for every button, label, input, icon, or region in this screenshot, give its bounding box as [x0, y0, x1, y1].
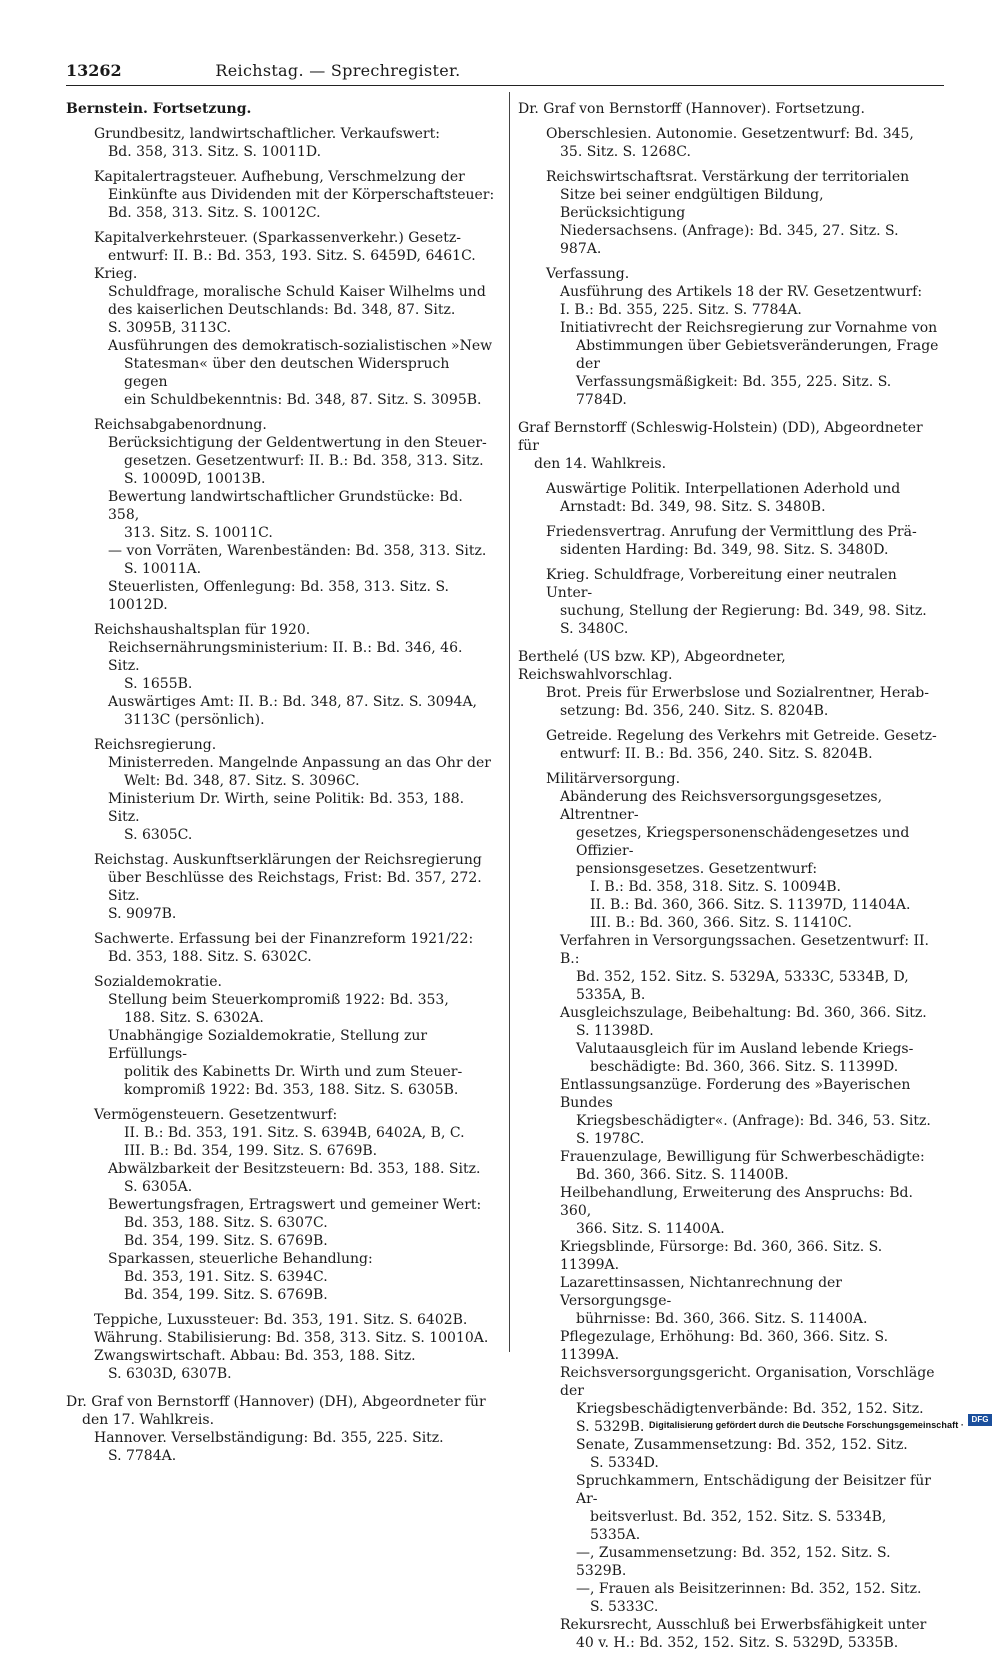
index-entry: [66, 851, 496, 923]
index-line: I. B.: Bd. 358, 318. Sitz. S. 10094B.: [590, 879, 841, 895]
index-line: Abwälzbarkeit der Besitzsteuern: Bd. 353, 188. Sitz.: [108, 1161, 481, 1177]
index-entry: [66, 416, 496, 614]
page-number: 13262: [66, 61, 122, 80]
index-line: —, Zusammensetzung: Bd. 352, 152. Sitz. S. 5329B.: [576, 1545, 896, 1579]
index-line: Bd. 358, 313. Sitz. S. 10012C.: [108, 205, 321, 221]
index-line: Oberschlesien. Autonomie. Gesetzentwurf: Bd. 345,: [546, 126, 914, 142]
index-line: pensionsgesetzes. Gesetzentwurf:: [576, 861, 818, 877]
index-line: entwurf: II. B.: Bd. 353, 193. Sitz. S. 6459D, 6461C.: [108, 248, 476, 264]
index-line: setzung: Bd. 356, 240. Sitz. S. 8204B.: [560, 703, 829, 719]
index-line: Auswärtiges Amt: II. B.: Bd. 348, 87. Sitz. S. 3094A,: [108, 694, 478, 710]
index-line: S. 6305C.: [124, 827, 193, 843]
index-entry: [66, 229, 496, 409]
index-line: I. B.: Bd. 355, 225. Sitz. S. 7784A.: [560, 302, 802, 318]
index-line: bührnisse: Bd. 360, 366. Sitz. S. 11400A.: [576, 1311, 868, 1327]
index-line: Grundbesitz, landwirtschaftlicher. Verkaufswert:: [94, 126, 440, 142]
index-line: Auswärtige Politik. Interpellationen Aderhold und: [546, 481, 901, 497]
index-entry: [66, 973, 496, 1099]
index-entry: [66, 1311, 496, 1383]
index-line: S. 7784A.: [108, 1448, 177, 1464]
index-entry: [518, 125, 944, 161]
index-line: Reichsregierung.: [94, 737, 217, 753]
index-line: ein Schuldbekenntnis: Bd. 348, 87. Sitz. S. 3095B.: [124, 392, 482, 408]
index-line: Bd. 352, 152. Sitz. S. 5329A, 5333C, 5334B, D,: [576, 969, 909, 985]
index-entry: [66, 1393, 496, 1465]
index-line: 188. Sitz. S. 6302A.: [124, 1010, 264, 1026]
index-line: Spruchkammern, Entschädigung der Beisitzer für Ar-: [576, 1473, 936, 1507]
index-line: Hannover. Verselbständigung: Bd. 355, 225. Sitz.: [94, 1430, 444, 1446]
left-column: [66, 100, 496, 1472]
index-line: Einkünfte aus Dividenden mit der Körperschaftsteuer:: [108, 187, 495, 203]
index-line: Reichsabgabenordnung.: [94, 417, 267, 433]
index-line: sidenten Harding: Bd. 349, 98. Sitz. S. 3480D.: [560, 542, 889, 558]
index-line: S. 6305A.: [124, 1179, 193, 1195]
index-line: Berücksichtigung der Geldentwertung in den Steuer-: [108, 435, 487, 451]
index-line: Rekursrecht, Ausschluß bei Erwerbsfähigkeit unter: [560, 1617, 927, 1633]
index-entry: [66, 736, 496, 844]
index-entry: [66, 930, 496, 966]
index-entry: [66, 621, 496, 729]
index-line: Kapitalertragsteuer. Aufhebung, Verschmelzung der: [94, 169, 465, 185]
index-line: Abstimmungen über Gebietsveränderungen, Frage der: [576, 338, 943, 372]
index-line: Bd. 353, 188. Sitz. S. 6307C.: [124, 1215, 328, 1231]
index-line: Verfahren in Versorgungssachen. Gesetzentwurf: II. B.:: [560, 933, 934, 967]
index-line: Kriegsbeschädigtenverbände: Bd. 352, 152. Sitz.: [576, 1401, 924, 1417]
index-line: Heilbehandlung, Erweiterung des Anspruchs: Bd. 360,: [560, 1185, 918, 1219]
index-line: Ausgleichszulage, Beibehaltung: Bd. 360, 366. Sitz.: [560, 1005, 927, 1021]
index-line: politik des Kabinetts Dr. Wirth und zum Steuer-: [124, 1064, 463, 1080]
index-line: den 17. Wahlkreis.: [82, 1412, 215, 1428]
index-line: Schuldfrage, moralische Schuld Kaiser Wilhelms und: [108, 284, 486, 300]
index-line: Frauenzulage, Bewilligung für Schwerbeschädigte:: [560, 1149, 925, 1165]
index-line: S. 9097B.: [108, 906, 177, 922]
index-line: Niedersachsens. (Anfrage): Bd. 345, 27. Sitz. S. 987A.: [560, 223, 904, 257]
index-line: Initiativrecht der Reichsregierung zur Vornahme von: [560, 320, 938, 336]
index-line: über Beschlüsse des Reichstags, Frist: Bd. 357, 272. Sitz.: [108, 870, 487, 904]
index-line: Zwangswirtschaft. Abbau: Bd. 353, 188. Sitz.: [94, 1348, 416, 1364]
index-line: Bd. 354, 199. Sitz. S. 6769B.: [124, 1233, 328, 1249]
index-line: S. 6303D, 6307B.: [108, 1366, 232, 1382]
index-line: Sitze bei seiner endgültigen Bildung, Berücksichtigung: [560, 187, 829, 221]
index-line: Bd. 353, 188. Sitz. S. 6302C.: [108, 949, 312, 965]
index-entry: [518, 523, 944, 559]
page-header: [66, 62, 610, 84]
index-line: Kapitalverkehrsteuer. (Sparkassenverkehr.) Gesetz-: [94, 230, 461, 246]
index-line: Dr. Graf von Bernstorff (Hannover) (DH), Abgeordneter für: [66, 1394, 486, 1410]
index-line: II. B.: Bd. 353, 191. Sitz. S. 6394B, 6402A, B, C.: [124, 1125, 465, 1141]
index-line: II. B.: Bd. 360, 366. Sitz. S. 11397D, 11404A.: [590, 897, 911, 913]
index-line: gesetzes, Kriegspersonenschädengesetzes und Offizier-: [576, 825, 914, 859]
index-line: Kriegsblinde, Fürsorge: Bd. 360, 366. Sitz. S. 11399A.: [560, 1239, 887, 1273]
index-line: III. B.: Bd. 354, 199. Sitz. S. 6769B.: [124, 1143, 378, 1159]
index-entry: [518, 100, 944, 118]
index-line: Vermögensteuern. Gesetzentwurf:: [94, 1107, 338, 1123]
index-line: Kriegsbeschädigter«. (Anfrage): Bd. 346, 53. Sitz.: [576, 1113, 931, 1129]
index-line: 5335A, B.: [576, 987, 646, 1003]
index-line: Berthelé (US bzw. KP), Abgeordneter, Reichswahlvorschlag.: [518, 649, 791, 683]
index-line: Bewertungsfragen, Ertragswert und gemeiner Wert:: [108, 1197, 482, 1213]
index-line: Bernstein. Fortsetzung.: [66, 101, 252, 117]
index-line: 313. Sitz. S. 10011C.: [124, 525, 273, 541]
index-line: Welt: Bd. 348, 87. Sitz. S. 3096C.: [124, 773, 360, 789]
index-line: Währung. Stabilisierung: Bd. 358, 313. Sitz. S. 10010A.: [94, 1330, 489, 1346]
index-line: Krieg.: [94, 266, 138, 282]
index-line: beitsverlust. Bd. 352, 152. Sitz. S. 5334B,: [590, 1509, 887, 1525]
dfg-logo: DFG: [968, 1414, 992, 1426]
index-line: Bd. 360, 366. Sitz. S. 11400B.: [576, 1167, 789, 1183]
index-line: Stellung beim Steuerkompromiß 1922: Bd. 353,: [108, 992, 449, 1008]
index-line: 40 v. H.: Bd. 352, 152. Sitz. S. 5329D, 5335B.: [576, 1635, 899, 1651]
index-line: S. 3480C.: [560, 621, 629, 637]
index-line: Entlassungsanzüge. Forderung des »Bayerischen Bundes: [560, 1077, 915, 1111]
index-line: Ausführungen des demokratisch-sozialistischen »New: [108, 338, 493, 354]
index-line: Statesman« über den deutschen Widerspruch gegen: [124, 356, 454, 390]
index-line: Reichsernährungsministerium: II. B.: Bd. 346, 46. Sitz.: [108, 640, 467, 674]
index-line: Pflegezulage, Erhöhung: Bd. 360, 366. Sitz. S. 11399A.: [560, 1329, 893, 1363]
index-entry: [518, 265, 944, 409]
index-line: Reichstag. Auskunftserklärungen der Reichsregierung: [94, 852, 482, 868]
index-line: Verfassungsmäßigkeit: Bd. 355, 225. Sitz. S. 7784D.: [576, 374, 896, 408]
index-line: Ausführung des Artikels 18 der RV. Gesetzentwurf:: [560, 284, 923, 300]
index-line: Steuerlisten, Offenlegung: Bd. 358, 313. Sitz. S. 10012D.: [108, 579, 454, 613]
index-entry: [518, 648, 944, 720]
index-line: S. 5329B.: [576, 1419, 645, 1435]
index-entry: [66, 125, 496, 161]
index-line: Reichsversorgungsgericht. Organisation, Vorschläge der: [560, 1365, 939, 1399]
index-line: S. 10009D, 10013B.: [124, 471, 266, 487]
header-rule: [66, 85, 944, 86]
index-line: Abänderung des Reichsversorgungsgesetzes, Altrentner-: [560, 789, 887, 823]
running-title: Reichstag. — Sprechregister.: [215, 61, 461, 80]
index-line: S. 10011A.: [124, 561, 202, 577]
index-line: S. 5334D.: [590, 1455, 659, 1471]
index-line: Militärversorgung.: [546, 771, 681, 787]
index-entry: [66, 1106, 496, 1304]
index-entry: [66, 168, 496, 222]
index-line: kompromiß 1922: Bd. 353, 188. Sitz. S. 6305B.: [124, 1082, 459, 1098]
index-entry: [518, 727, 944, 763]
index-line: Bewertung landwirtschaftlicher Grundstücke: Bd. 358,: [108, 489, 468, 523]
index-line: 35. Sitz. S. 1268C.: [560, 144, 691, 160]
index-line: Lazarettinsassen, Nichtanrechnung der Versorgungsge-: [560, 1275, 847, 1309]
index-line: Arnstadt: Bd. 349, 98. Sitz. S. 3480B.: [560, 499, 826, 515]
index-line: des kaiserlichen Deutschlands: Bd. 348, 87. Sitz.: [108, 302, 456, 318]
index-entry: [518, 480, 944, 516]
index-line: 5335A.: [590, 1527, 641, 1543]
index-line: Bd. 358, 313. Sitz. S. 10011D.: [108, 144, 322, 160]
index-line: Verfassung.: [546, 266, 630, 282]
index-line: S. 5333C.: [590, 1599, 659, 1615]
index-line: S. 1978C.: [576, 1131, 645, 1147]
column-divider: [509, 92, 510, 1352]
index-line: entwurf: II. B.: Bd. 356, 240. Sitz. S. 8204B.: [560, 746, 873, 762]
index-line: Ministerreden. Mangelnde Anpassung an das Ohr der: [108, 755, 491, 771]
index-line: Friedensvertrag. Anrufung der Vermittlung des Prä-: [546, 524, 917, 540]
index-entry: [518, 168, 944, 258]
index-line: gesetzen. Gesetzentwurf: II. B.: Bd. 358, 313. Sitz.: [124, 453, 484, 469]
index-line: Krieg. Schuldfrage, Vorbereitung einer neutralen Unter-: [546, 567, 902, 601]
index-line: Reichswirtschaftsrat. Verstärkung der territorialen: [546, 169, 910, 185]
index-line: Getreide. Regelung des Verkehrs mit Getreide. Gesetz-: [546, 728, 937, 744]
footer-credit: Digitalisierung gefördert durch die Deutsche Forschungsgemeinschaft ·: [649, 1420, 964, 1430]
index-line: Bd. 353, 191. Sitz. S. 6394C.: [124, 1269, 328, 1285]
index-line: 366. Sitz. S. 11400A.: [576, 1221, 725, 1237]
index-entry: [518, 566, 944, 638]
index-line: — von Vorräten, Warenbeständen: Bd. 358, 313. Sitz.: [108, 543, 487, 559]
index-line: Sozialdemokratie.: [94, 974, 223, 990]
index-line: S. 11398D.: [576, 1023, 654, 1039]
index-line: Dr. Graf von Bernstorff (Hannover). Fortsetzung.: [518, 101, 865, 117]
index-line: 3113C (persönlich).: [124, 712, 265, 728]
index-line: —, Frauen als Beisitzerinnen: Bd. 352, 152. Sitz.: [576, 1581, 922, 1597]
index-line: Ministerium Dr. Wirth, seine Politik: Bd. 353, 188. Sitz.: [108, 791, 469, 825]
index-line: Unabhängige Sozialdemokratie, Stellung zur Erfüllungs-: [108, 1028, 432, 1062]
index-line: III. B.: Bd. 360, 366. Sitz. S. 11410C.: [590, 915, 852, 931]
index-line: Teppiche, Luxussteuer: Bd. 353, 191. Sitz. S. 6402B.: [94, 1312, 468, 1328]
index-line: Brot. Preis für Erwerbslose und Sozialrentner, Herab-: [546, 685, 929, 701]
index-line: Sachwerte. Erfassung bei der Finanzreform 1921/22:: [94, 931, 474, 947]
index-line: Sparkassen, steuerliche Behandlung:: [108, 1251, 373, 1267]
index-line: den 14. Wahlkreis.: [534, 456, 667, 472]
index-line: Reichshaushaltsplan für 1920.: [94, 622, 311, 638]
index-line: S. 3095B, 3113C.: [108, 320, 232, 336]
index-line: Bd. 354, 199. Sitz. S. 6769B.: [124, 1287, 328, 1303]
index-line: beschädigte: Bd. 360, 366. Sitz. S. 11399D.: [590, 1059, 899, 1075]
index-line: Senate, Zusammensetzung: Bd. 352, 152. Sitz.: [576, 1437, 908, 1453]
index-line: Graf Bernstorff (Schleswig-Holstein) (DD), Abgeordneter für: [518, 420, 928, 454]
index-line: S. 1655B.: [124, 676, 193, 692]
index-line: Valutaausgleich für im Ausland lebende Kriegs-: [576, 1041, 914, 1057]
index-entry: [518, 419, 944, 473]
index-entry: [66, 100, 496, 118]
index-entry: [518, 770, 944, 1652]
index-line: suchung, Stellung der Regierung: Bd. 349, 98. Sitz.: [560, 603, 927, 619]
